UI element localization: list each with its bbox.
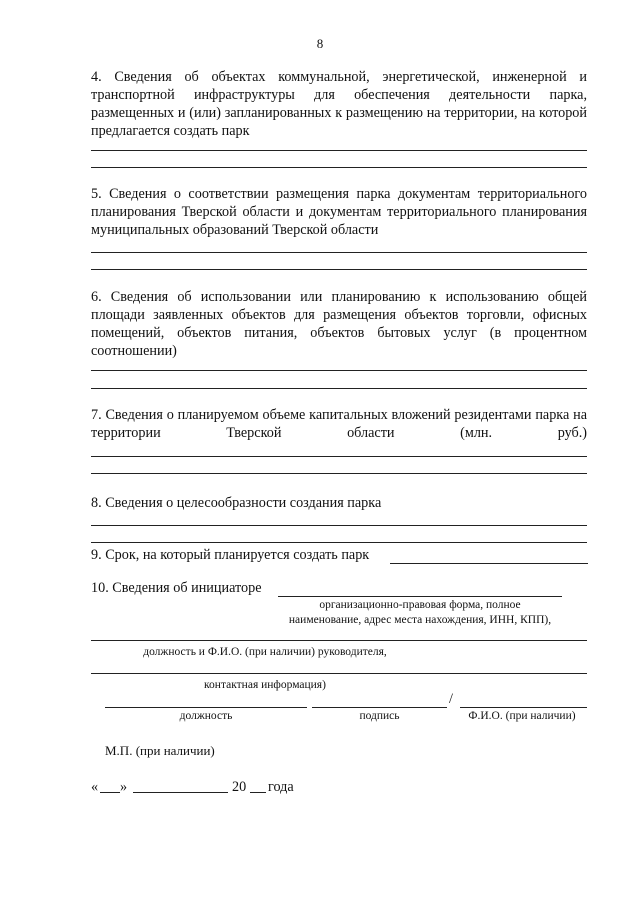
fill-line xyxy=(91,473,587,474)
date-open-quote: « xyxy=(91,779,99,795)
fill-line xyxy=(91,542,587,543)
fill-line xyxy=(91,525,587,526)
fill-line xyxy=(91,370,587,371)
initiator-fill-line xyxy=(278,596,562,597)
section-6-text: 6. Сведения об использовании или планированию к использованию общей площади заявленных объектов для размещения объектов торговли, офисных помещений, объектов питания, объектов бытовых услуг (в процентном соотношении) xyxy=(91,289,587,359)
signature-caption: подпись xyxy=(359,710,400,722)
section-5-text: 5. Сведения о соответствии размещения парка документам территориального планирования Тверской области и документам территориального планирования муниципальных образований Тверской области xyxy=(91,186,587,238)
month-line xyxy=(133,792,228,793)
fill-line xyxy=(91,456,587,457)
fill-line xyxy=(91,150,587,151)
contact-caption: контактная информация) xyxy=(204,679,326,691)
fio-line xyxy=(460,707,587,708)
fill-line xyxy=(91,388,587,389)
stamp-label: М.П. (при наличии) xyxy=(105,743,215,758)
day-line xyxy=(100,792,120,793)
signature-line xyxy=(312,707,447,708)
fill-line xyxy=(91,252,587,253)
position-caption: должность xyxy=(179,710,233,722)
position-line xyxy=(105,707,307,708)
section-9-text: 9. Срок, на который планируется создать парк xyxy=(91,547,370,563)
fio-caption: Ф.И.О. (при наличии) xyxy=(468,710,576,722)
date-close-quote: » xyxy=(120,779,128,795)
section-8-text: 8. Сведения о целесообразности создания парка xyxy=(91,495,382,511)
slash-separator: / xyxy=(449,691,453,707)
fill-line xyxy=(91,269,587,270)
org-caption-line1: организационно-правовая форма, полное xyxy=(319,599,521,611)
year-prefix: 20 xyxy=(232,779,247,795)
page-number: 8 xyxy=(316,36,324,51)
head-caption: должность и Ф.И.О. (при наличии) руководителя, xyxy=(143,646,387,658)
year-line xyxy=(250,792,266,793)
section-4-text: 4. Сведения об объектах коммунальной, энергетической, инженерной и транспортной инфраструктуры для обеспечения деятельности парка, размещенных и (или) запланированных к размещению на территории, на которой предлагается создать парк xyxy=(91,69,587,139)
fill-line xyxy=(91,640,587,641)
org-caption-line2: наименование, адрес места нахождения, ИНН, КПП), xyxy=(288,614,552,626)
year-suffix: года xyxy=(268,779,294,795)
fill-line xyxy=(91,167,587,168)
term-fill-line xyxy=(390,563,588,564)
fill-line xyxy=(91,673,587,674)
section-7-text: 7. Сведения о планируемом объеме капитальных вложений резидентами парка на территории Тверской области (млн. руб.) xyxy=(91,407,587,441)
section-10-text: 10. Сведения об инициаторе xyxy=(91,580,262,596)
